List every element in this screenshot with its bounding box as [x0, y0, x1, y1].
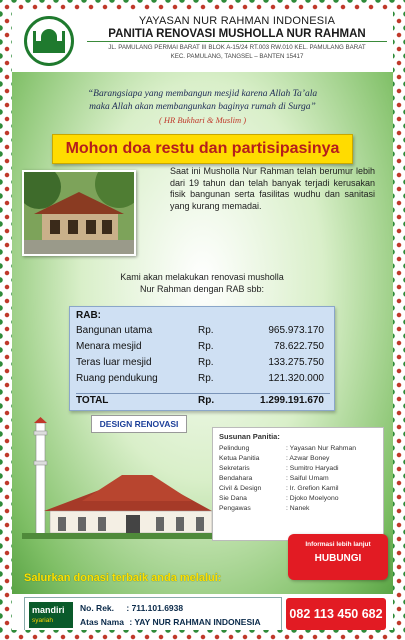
committee-role: Civil & Design — [219, 485, 262, 492]
committee-row — [219, 445, 381, 454]
rab-currency: Rp. — [198, 395, 215, 406]
rab-table — [69, 306, 335, 411]
address — [87, 43, 387, 61]
rab-currency: Rp. — [198, 373, 214, 384]
design-renovasi-label: DESIGN RENOVASI — [91, 415, 187, 433]
rab-item-value: 78.622.750 — [273, 341, 324, 352]
rab-row — [76, 341, 330, 356]
rab-row — [76, 325, 330, 340]
committee-row — [219, 505, 381, 514]
committee-member: : Saiful Umam — [286, 475, 329, 482]
info-contact-badge — [288, 534, 388, 580]
committee-row — [219, 465, 381, 474]
rab-item-value: 133.275.750 — [268, 357, 324, 368]
description: Saat ini Musholla Nur Rahman telah berumur lebih dari 19 tahun dan telah banyak terjadi kerusakan fisik bangunan serta fasilitas wudhu dan sanitasi yang kurang memadai. — [170, 166, 375, 211]
bank-name: mandiri — [32, 605, 65, 615]
quote-source: ( HR Bukhari & Muslim ) — [158, 115, 247, 125]
donation-heading: Salurkan donasi terbaik anda melalui: — [24, 572, 222, 584]
committee-row — [219, 485, 381, 494]
flyer-content — [12, 10, 393, 630]
rab-currency: Rp. — [198, 357, 214, 368]
committee-row — [219, 455, 381, 464]
appeal-banner: Mohon doa restu dan partisipasinya — [52, 134, 353, 164]
quote-line-1: “Barangsiapa yang membangun mesjid karena Allah Ta’ala — [87, 89, 318, 99]
org-name: YAYASAN NUR RAHMAN INDONESIA — [138, 15, 336, 27]
account-holder-label: Atas Nama — [80, 617, 124, 627]
rab-intro-line-2: Nur Rahman dengan RAB sbb: — [139, 284, 265, 294]
bank-sub: syariah — [32, 617, 53, 624]
rab-item-label: Ruang pendukung — [76, 373, 158, 384]
committee-member: : Djoko Moelyono — [286, 495, 339, 502]
info-line-2: HUBUNGI — [314, 553, 362, 564]
bank-account-box — [24, 597, 282, 630]
header — [12, 10, 393, 72]
bank-logo — [29, 602, 73, 628]
musholla-photo — [22, 170, 136, 256]
rab-currency: Rp. — [198, 325, 214, 336]
main-body — [12, 72, 393, 627]
address-line-1: JL. PAMULANG PERMAI BARAT III BLOK A-15/24 RT.003 RW.010 KEL. PAMULANG BARAT — [108, 44, 366, 51]
rab-total-divider — [76, 393, 330, 394]
committee-role: Bendahara — [219, 475, 253, 482]
account-holder-value: : YAY NUR RAHMAN INDONESIA — [129, 617, 261, 627]
rab-item-value: 965.973.170 — [268, 325, 324, 336]
rab-intro-line-1: Kami akan melakukan renovasi musholla — [120, 272, 284, 282]
account-holder-row — [80, 617, 261, 627]
info-line-1: Informasi lebih lanjut — [305, 541, 371, 548]
rab-item-label: Teras luar mesjid — [76, 357, 152, 368]
account-number-value: : 711.101.6938 — [126, 603, 184, 613]
mosque-design-drawing — [22, 417, 222, 539]
committee-row — [219, 475, 381, 484]
committee-member: : Ir. Grefion Kamil — [286, 485, 339, 492]
rab-row — [76, 357, 330, 372]
header-divider — [87, 41, 387, 42]
committee-role: Pengawas — [219, 505, 251, 512]
committee-role: Pelindung — [219, 445, 250, 452]
committee-row — [219, 495, 381, 504]
account-number-label: No. Rek. — [80, 603, 115, 613]
committee-title: Susunan Panitia: — [219, 432, 280, 441]
rab-item-label: Bangunan utama — [76, 325, 153, 336]
hadith-quote — [22, 88, 383, 114]
mosque-logo-icon — [24, 16, 74, 66]
committee-box — [212, 427, 384, 541]
committee-member: : Nanek — [286, 505, 310, 512]
rab-total-label: TOTAL — [76, 395, 109, 406]
address-line-2: KEC. PAMULANG, TANGSEL – BANTEN 15417 — [170, 53, 304, 60]
rab-title: RAB: — [76, 310, 101, 321]
committee-name: PANITIA RENOVASI MUSHOLLA NUR RAHMAN — [108, 28, 366, 40]
committee-role: Sie Dana — [219, 495, 247, 502]
committee-member: : Sumitro Haryadi — [286, 465, 339, 472]
rab-total-value: 1.299.191.670 — [260, 395, 324, 406]
account-number-row — [80, 603, 183, 613]
rab-item-label: Menara mesjid — [76, 341, 142, 352]
rab-row — [76, 373, 330, 388]
committee-member: : Yayasan Nur Rahman — [286, 445, 357, 452]
committee-role: Ketua Panitia — [219, 455, 260, 462]
committee-role: Sekretaris — [219, 465, 250, 472]
hotline-phone[interactable]: 082 113 450 682 — [284, 596, 388, 630]
rab-currency: Rp. — [198, 341, 214, 352]
rab-item-value: 121.320.000 — [268, 373, 324, 384]
rab-intro — [52, 271, 352, 295]
committee-member: : Azwar Boney — [286, 455, 330, 462]
quote-line-2: maka Allah akan membangunkan baginya rumah di Surga” — [89, 102, 316, 112]
rab-total-row — [76, 395, 330, 410]
